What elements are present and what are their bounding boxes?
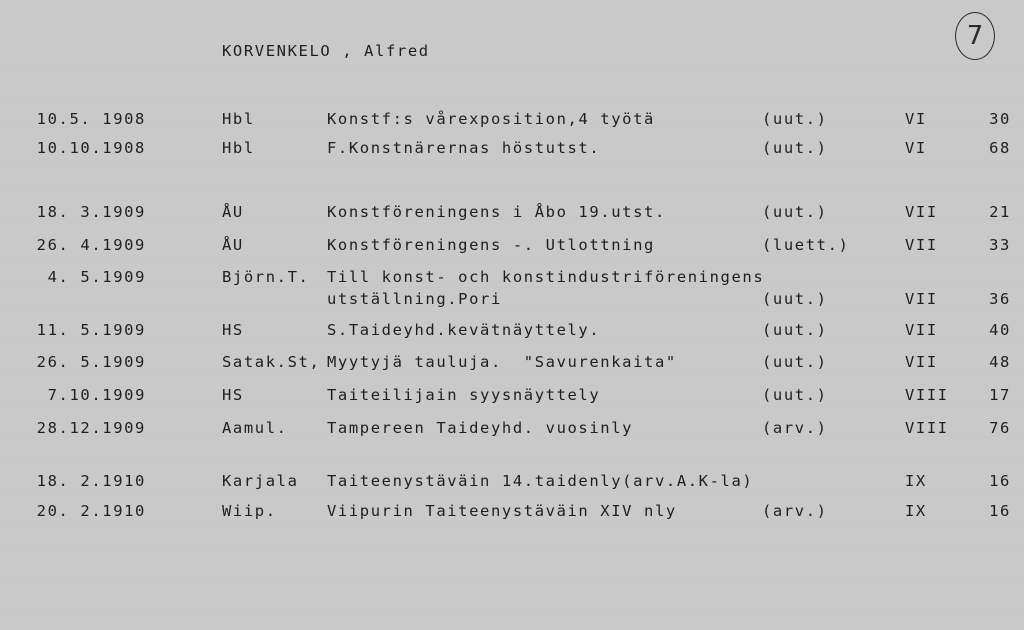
- entry-date: 18. 3.1909: [36, 203, 146, 221]
- entry-note: (arv.): [762, 502, 828, 520]
- entry-description: Till konst- och konstindustriföreningens: [327, 268, 765, 286]
- entry-note: (uut.): [762, 290, 828, 308]
- entry-source: Karjala: [222, 472, 299, 490]
- entry-page: 48: [989, 353, 1011, 371]
- card-number-circle: 7: [955, 12, 995, 60]
- entry-description: Myytyjä tauluja. "Savurenkaita": [327, 353, 677, 371]
- entry-page: 40: [989, 321, 1011, 339]
- entry-note: (arv.): [762, 419, 828, 437]
- entry-volume: VI: [905, 110, 927, 128]
- entry-page: 36: [989, 290, 1011, 308]
- entry-date: 20. 2.1910: [36, 502, 146, 520]
- rule-line: [0, 340, 1024, 341]
- entry-description: Viipurin Taiteenystäväin XIV nly: [327, 502, 677, 520]
- entry-description: Tampereen Taideyhd. vuosinly: [327, 419, 634, 437]
- rule-line: [0, 550, 1024, 551]
- entry-date: 26. 4.1909: [36, 236, 146, 254]
- entry-source: ÅU: [222, 203, 244, 221]
- entry-source: Satak.St,: [222, 353, 321, 371]
- entry-page: 21: [989, 203, 1011, 221]
- entry-volume: VI: [905, 139, 927, 157]
- rule-line: [0, 160, 1024, 161]
- entry-page: 68: [989, 139, 1011, 157]
- entry-source: Hbl: [222, 110, 255, 128]
- entry-note: (uut.): [762, 321, 828, 339]
- entry-note: (uut.): [762, 353, 828, 371]
- rule-line: [0, 609, 1024, 610]
- entry-note: (uut.): [762, 139, 828, 157]
- entry-description: Konstf:s vårexposition,4 työtä: [327, 110, 655, 128]
- entry-description: S.Taideyhd.kevätnäyttely.: [327, 321, 601, 339]
- entry-volume: VII: [905, 203, 938, 221]
- rule-line: [0, 580, 1024, 581]
- entry-volume: VII: [905, 290, 938, 308]
- rule-line: [0, 462, 1024, 463]
- entry-date: 4. 5.1909: [47, 268, 146, 286]
- entry-source: HS: [222, 386, 244, 404]
- entry-date: 11. 5.1909: [36, 321, 146, 339]
- entry-note: (uut.): [762, 110, 828, 128]
- entry-source: HS: [222, 321, 244, 339]
- entry-source: ÅU: [222, 236, 244, 254]
- entry-description: Taiteenystäväin 14.taidenly(arv.A.K-la): [327, 472, 754, 490]
- rule-line: [0, 373, 1024, 374]
- entry-page: 76: [989, 419, 1011, 437]
- entry-description: Konstföreningens i Åbo 19.utst.: [327, 203, 666, 221]
- entry-page: 30: [989, 110, 1011, 128]
- rule-line: [0, 406, 1024, 407]
- entry-date: 7.10.1909: [47, 386, 146, 404]
- entry-date: 26. 5.1909: [36, 353, 146, 371]
- rule-line: [0, 311, 1024, 312]
- entry-note: (uut.): [762, 203, 828, 221]
- entry-source: Wiip.: [222, 502, 277, 520]
- entry-page: 16: [989, 472, 1011, 490]
- entry-description: Konstföreningens -. Utlottning: [327, 236, 655, 254]
- entry-page: 17: [989, 386, 1011, 404]
- entry-volume: IX: [905, 472, 927, 490]
- card-heading: KORVENKELO , Alfred: [222, 42, 430, 60]
- entry-volume: IX: [905, 502, 927, 520]
- rule-line: [0, 287, 1024, 288]
- entry-date: 10.10.1908: [36, 139, 146, 157]
- entry-description: F.Konstnärernas höstutst.: [327, 139, 601, 157]
- entry-volume: VII: [905, 353, 938, 371]
- entry-source: Björn.T.: [222, 268, 310, 286]
- rule-line: [0, 256, 1024, 257]
- rule-line: [0, 101, 1024, 102]
- rule-line: [0, 66, 1024, 67]
- entry-note: (luett.): [762, 236, 850, 254]
- rule-line: [0, 521, 1024, 522]
- entry-page: 16: [989, 502, 1011, 520]
- entry-note: (uut.): [762, 386, 828, 404]
- entry-volume: VII: [905, 321, 938, 339]
- rule-line: [0, 190, 1024, 191]
- entry-page: 33: [989, 236, 1011, 254]
- entry-source: Aamul.: [222, 419, 288, 437]
- entry-source: Hbl: [222, 139, 255, 157]
- entry-description-continued: utställning.Pori: [327, 290, 502, 308]
- entry-volume: VIII: [905, 419, 949, 437]
- entry-description: Taiteilijain syysnäyttely: [327, 386, 601, 404]
- entry-date: 28.12.1909: [36, 419, 146, 437]
- rule-line: [0, 491, 1024, 492]
- entry-volume: VIII: [905, 386, 949, 404]
- entry-volume: VII: [905, 236, 938, 254]
- entry-date: 10.5. 1908: [36, 110, 146, 128]
- entry-date: 18. 2.1910: [36, 472, 146, 490]
